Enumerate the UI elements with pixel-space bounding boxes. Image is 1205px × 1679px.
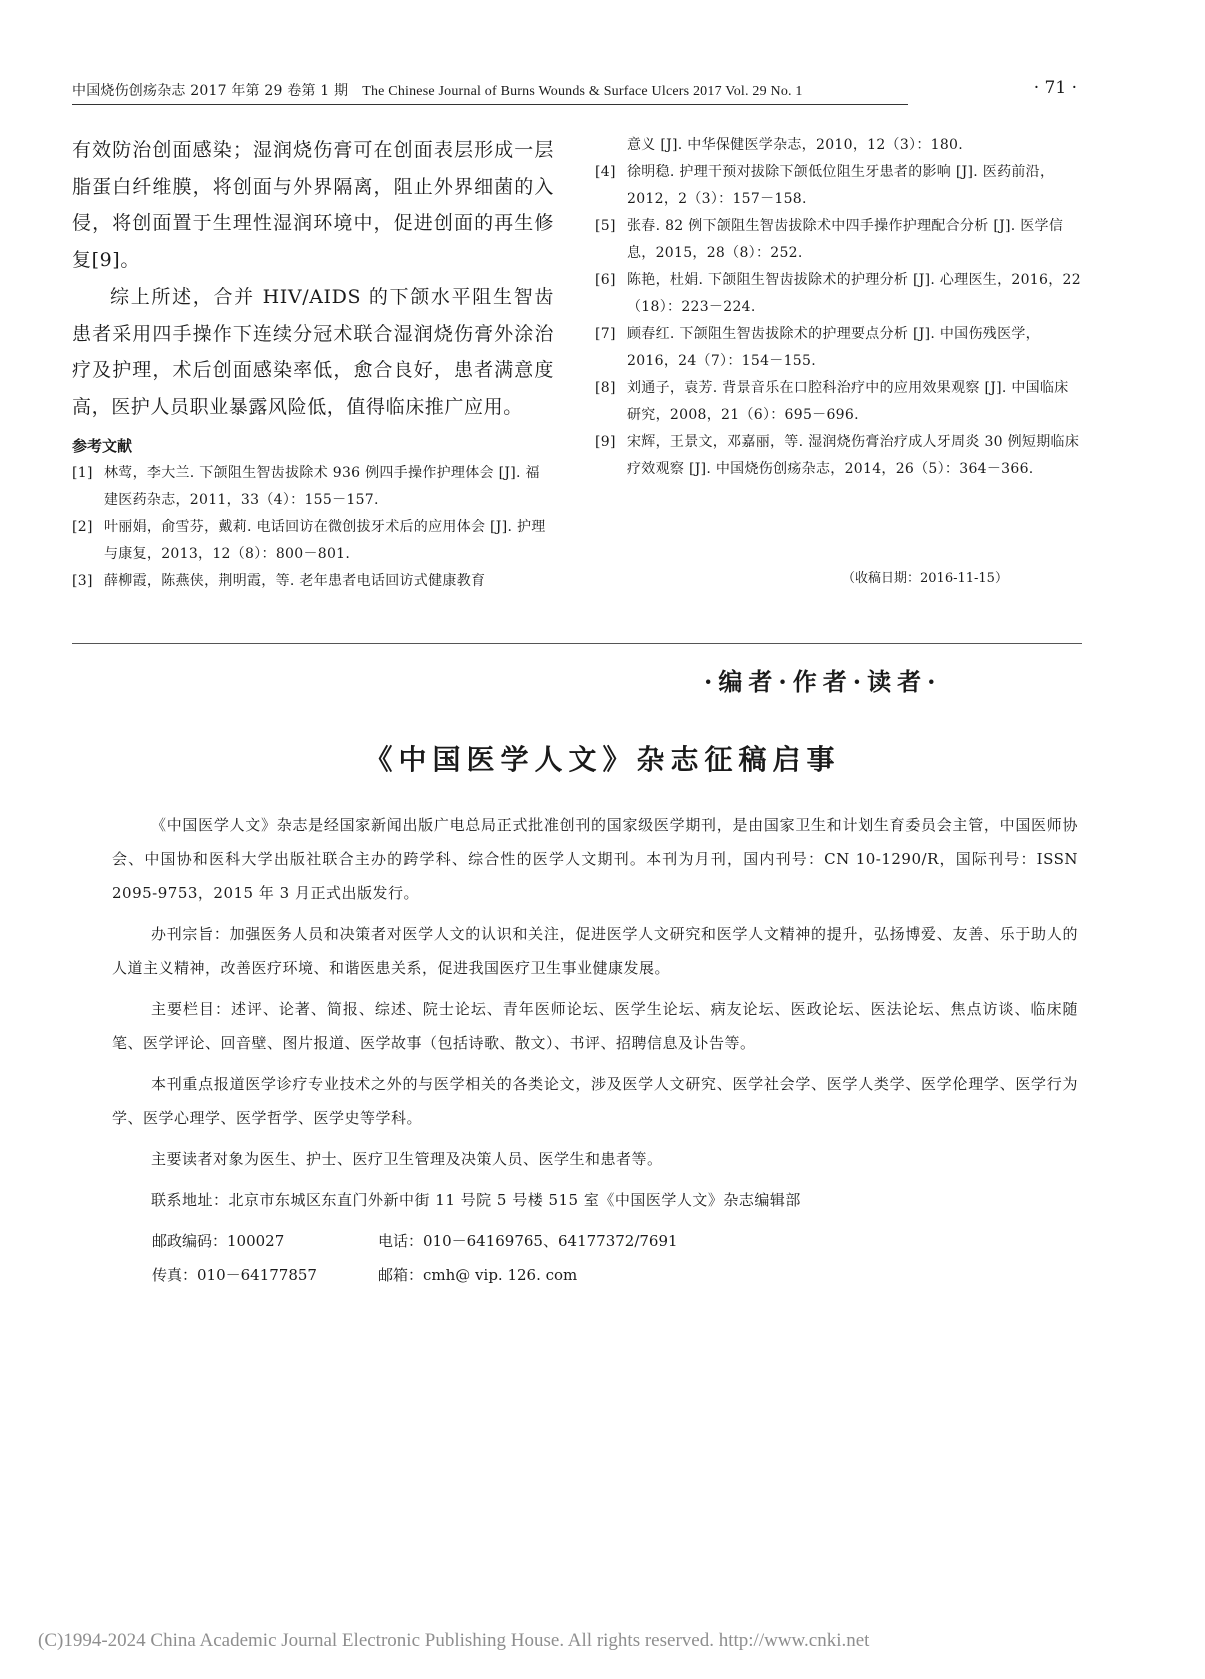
reference-number: [8] (595, 380, 616, 396)
contact-row (112, 1258, 1078, 1292)
reference-number: [4] (595, 164, 616, 180)
reference-text: 叶丽娟，俞雪芬，戴莉. 电话回访在微创拔牙术后的应用体会 [J]. 护理与康复，2013，12（8）：800－801. (104, 519, 546, 562)
notice-paragraph: 主要读者对象为医生、护士、医疗卫生管理及决策人员、医学生和患者等。 (151, 1150, 663, 1168)
running-header (72, 78, 1077, 106)
body-paragraph: 有效防治创面感染；湿润烧伤膏可在创面表层形成一层脂蛋白纤维膜，将创面与外界隔离，阻止外界细菌的入侵，将创面置于生理性湿润环境中，促进创面的再生修复[9]。 (72, 139, 554, 271)
reference-item (595, 321, 1081, 375)
reference-text: 刘通子，袁芳. 背景音乐在口腔科治疗中的应用效果观察 [J]. 中国临床研究，2008，21（6）：695－696. (627, 380, 1069, 423)
contact-row (112, 1224, 1078, 1258)
reference-item (72, 514, 554, 568)
reference-list (595, 159, 1081, 483)
reference-item (72, 568, 554, 595)
email: 邮箱：cmh@ vip. 126. com (378, 1266, 578, 1284)
notice-paragraph: 办刊宗旨：加强医务人员和决策者对医学人文的认识和关注，促进医学人文研究和医学人文精神的提升，弘扬博爱、友善、乐于助人的人道主义精神，改善医疗环境、和谐医患关系，促进我国医疗卫生事业健康发展。 (112, 925, 1078, 977)
reference-list (72, 460, 554, 595)
reference-text: 林莺，李大兰. 下颌阻生智齿拔除术 936 例四手操作护理体会 [J]. 福建医药杂志，2011，33（4）：155－157. (104, 465, 540, 508)
notice-paragraph: 主要栏目：述评、论著、简报、综述、院士论坛、青年医师论坛、医学生论坛、病友论坛、医政论坛、医法论坛、焦点访谈、临床随笔、医学评论、回音壁、图片报道、医学故事（包括诗歌、散文）、书评、招聘信息及讣告等。 (112, 1000, 1078, 1052)
reference-item (595, 375, 1081, 429)
journal-name-en: The Chinese Journal of Burns Wounds & Surface Ulcers 2017 Vol. 29 No. 1 (362, 84, 803, 99)
header-rule (72, 104, 908, 105)
reference-text: 薛柳霞，陈燕侠，荆明霞，等. 老年患者电话回访式健康教育 (104, 573, 486, 589)
received-date: （收稿日期：2016-11-15） (842, 571, 1008, 586)
reference-text: 顾春红. 下颌阻生智齿拔除术的护理要点分析 [J]. 中国伤残医学，2016，24（7）：154－155. (627, 326, 1040, 369)
left-column (72, 132, 554, 595)
reference-text: 宋辉，王景文，邓嘉丽，等. 湿润烧伤膏治疗成人牙周炎 30 例短期临床疗效观察 [J]. 中国烧伤创疡杂志，2014，26（5）：364－366. (627, 434, 1080, 477)
section-label: ·编者·作者·读者· (704, 667, 942, 696)
body-paragraph: 综上所述，合并 HIV/AIDS 的下颌水平阻生智齿患者采用四手操作下连续分冠术联合湿润烧伤膏外涂治疗及护理，术后创面感染率低，愈合良好，患者满意度高，医护人员职业暴露风险低，值得临床推广应用。 (72, 286, 554, 418)
journal-citation (72, 80, 803, 100)
reference-item (595, 213, 1081, 267)
references-heading: 参考文献 (72, 437, 133, 455)
reference-number: [5] (595, 218, 616, 234)
section-divider (72, 643, 1082, 644)
reference-number: [7] (595, 326, 616, 342)
reference-number: [3] (72, 573, 93, 589)
reference-number: [2] (72, 519, 93, 535)
reference-item (595, 267, 1081, 321)
reference-number: [6] (595, 272, 616, 288)
copyright-footer: (C)1994-2024 China Academic Journal Electronic Publishing House. All rights reserved. http://www.cnki.net (38, 1630, 870, 1651)
notice-paragraph: 本刊重点报道医学诊疗专业技术之外的与医学相关的各类论文，涉及医学人文研究、医学社会学、医学人类学、医学伦理学、医学行为学、医学心理学、医学哲学、医学史等学科。 (112, 1075, 1078, 1127)
phone: 电话：010－64169765、64177372/7691 (378, 1232, 678, 1250)
reference-item (595, 429, 1081, 483)
reference-number: [9] (595, 434, 616, 450)
reference-continuation: 意义 [J]. 中华保健医学杂志，2010，12（3）：180. (627, 137, 964, 153)
postcode: 邮政编码：100027 (152, 1232, 285, 1250)
page-number: · 71 · (1033, 78, 1077, 98)
reference-item (72, 460, 554, 514)
reference-item (595, 159, 1081, 213)
reference-text: 陈艳，杜娟. 下颌阻生智齿拔除术的护理分析 [J]. 心理医生，2016，22（18）：223－224. (627, 272, 1081, 315)
fax: 传真：010－64177857 (152, 1266, 317, 1284)
notice-paragraph: 《中国医学人文》杂志是经国家新闻出版广电总局正式批准创刊的国家级医学期刊，是由国家卫生和计划生育委员会主管，中国医师协会、中国协和医科大学出版社联合主办的跨学科、综合性的医学人文期刊。本刊为月刊，国内刊号：CN 10-1290/R，国际刊号：ISSN 2095-9753，2015 年 3 月正式出版发行。 (112, 816, 1078, 902)
contact-address: 联系地址：北京市东城区东直门外新中街 11 号院 5 号楼 515 室《中国医学人文》杂志编辑部 (151, 1191, 801, 1209)
right-column (595, 132, 1081, 483)
notice-title: 《中国医学人文》杂志征稿启事 (364, 743, 841, 776)
reference-number: [1] (72, 465, 93, 481)
call-for-papers-notice (112, 808, 1078, 1292)
reference-text: 徐明稳. 护理干预对拔除下颌低位阻生牙患者的影响 [J]. 医药前沿，2012，2（3）：157－158. (627, 164, 1055, 207)
journal-name-cn: 中国烧伤创疡杂志 2017 年第 29 卷第 1 期 (72, 83, 349, 99)
reference-text: 张春. 82 例下颌阻生智齿拔除术中四手操作护理配合分析 [J]. 医学信息，2015，28（8）：252. (627, 218, 1064, 261)
